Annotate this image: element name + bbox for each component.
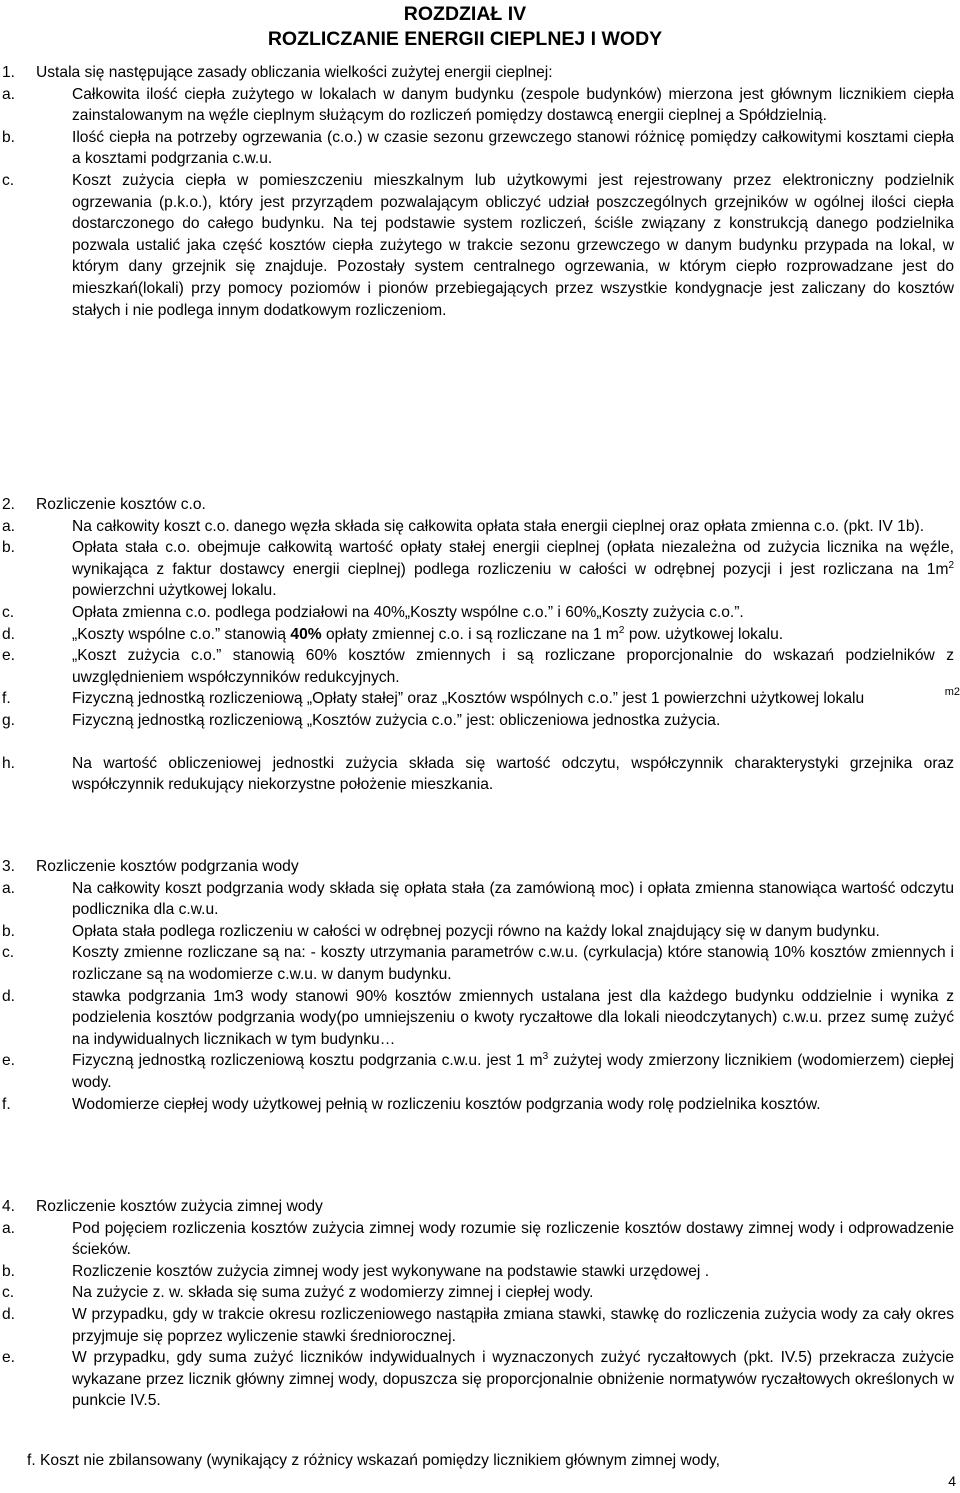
item-label: b.	[2, 922, 16, 940]
list-item	[0, 537, 960, 602]
chapter-title: ROZLICZANIE ENERGII CIEPLNEJ I WODY	[267, 28, 663, 50]
list-item	[0, 602, 960, 624]
section-3	[0, 856, 960, 1115]
item-text: Fizyczną jednostką rozliczeniową kosztu podgrzania c.w.u. jest 1 $m^3$ zużytej wody zmierzony licznikiem (wodomierzem) ciepłej wody.	[72, 1051, 954, 1091]
section-title: Rozliczenie kosztów c.o.	[36, 496, 206, 513]
list-item	[0, 516, 960, 538]
section-number: 4.	[2, 1198, 16, 1215]
item-label: b.	[2, 539, 16, 557]
list-item-truncated: f. Koszt nie zbilansowany (wynikający z różnicy wskazań pomiędzy licznikiem głównym zimnej wody,	[27, 1452, 721, 1469]
section-number: 3.	[2, 858, 16, 875]
item-label: a.	[2, 1219, 16, 1237]
item-text: Na całkowity koszt c.o. danego węzła składa się całkowita opłata stała energii cieplnej oraz opłata zmienna c.o. (pkt. IV 1b).	[72, 517, 925, 535]
section-1-heading	[0, 62, 960, 84]
list-item	[0, 1282, 960, 1304]
section-4	[0, 1196, 960, 1412]
item-text: Fizyczną jednostką rozliczeniową „Opłaty stałej” oraz „Kosztów wspólnych c.o.” jest 1 powierzchni użytkowej lokalu	[72, 690, 865, 708]
item-text: Wodomierze ciepłej wody użytkowej pełnią w rozliczeniu kosztów podgrzania wody rolę podzielnika kosztów.	[72, 1095, 821, 1113]
item-text: Pod pojęciem rozliczenia kosztów zużycia zimnej wody rozumie się rozliczenie kosztów dostawy zimnej wody i odprowadzenie ścieków.	[72, 1219, 954, 1259]
item-text: Rozliczenie kosztów zużycia zimnej wody jest wykonywane na podstawie stawki urzędowej .	[72, 1262, 710, 1280]
section-2-heading	[0, 494, 960, 516]
item-text: W przypadku, gdy suma zużyć liczników indywidualnych i wyznaczonych zużyć ryczałtowych (pkt. IV.5) przekracza zużycie wykazane przez licznik główny zimnej wody, dopuszcza się proporcjonalnie obniżenie normatywów ryczałtowych określonych w punkcie IV.5.	[72, 1349, 954, 1410]
list-item	[0, 710, 960, 732]
chapter-heading: ROZDZIAŁ IV	[403, 3, 527, 25]
item-label: b.	[2, 128, 16, 146]
section-4-heading	[0, 1196, 960, 1218]
item-label: c.	[2, 1284, 15, 1302]
item-label: e.	[2, 1052, 16, 1070]
list-item	[0, 1347, 960, 1412]
section-3-heading	[0, 856, 960, 878]
item-label: e.	[2, 1349, 16, 1367]
item-label: d.	[2, 1305, 16, 1323]
item-text: Opłata zmienna c.o. podlega podziałowi na 40%„Koszty wspólne c.o.” i 60%„Koszty zużycia c.o.”.	[72, 603, 744, 621]
list-item	[0, 753, 960, 796]
list-item	[0, 688, 960, 710]
item-text: Całkowita ilość ciepła zużytego w lokalach w danym budynku (zespole budynków) mierzona jest głównym licznikiem ciepła zainstalowanym na węźle cieplnym służącym do rozliczeń pomiędzy dostawcą energii cieplnej a Spółdzielnią.	[72, 85, 954, 125]
item-label: d.	[2, 987, 16, 1005]
item-label: c.	[2, 171, 15, 189]
item-label: a.	[2, 517, 16, 535]
list-item	[0, 1304, 960, 1347]
item-label: h.	[2, 754, 16, 772]
section-title: Rozliczenie kosztów podgrzania wody	[36, 858, 299, 875]
section-number: 2.	[2, 496, 16, 513]
item-label: f.	[2, 690, 11, 708]
item-text: Na całkowity koszt podgrzania wody składa się opłata stała (za zamówioną moc) i opłata zmienna stanowiąca wartość odczytu podlicznika dla c.w.u.	[72, 879, 954, 919]
list-item	[0, 921, 960, 943]
item-label: e.	[2, 647, 16, 665]
page-number: 4	[948, 1473, 956, 1489]
item-text: W przypadku, gdy w trakcie okresu rozliczeniowego nastąpiła zmiana stawki, stawkę do rozliczenia zużycia wody za cały okres przyjmuje się poprzez wyliczenie stawki średniorocznej.	[72, 1305, 954, 1345]
list-item	[0, 127, 960, 170]
list-item	[0, 1050, 960, 1093]
section-number: 1.	[2, 64, 16, 81]
item-label: b.	[2, 1262, 16, 1280]
item-text: „Koszty wspólne c.o.” stanowią 40% opłaty zmiennej c.o. i są rozliczane na 1 $m^2$ pow. użytkowej lokalu.	[72, 624, 784, 643]
list-item	[0, 1261, 960, 1283]
section-title: Ustala się następujące zasady obliczania wielkości zużytej energii cieplnej:	[36, 64, 553, 81]
item-text: Koszt zużycia ciepła w pomieszczeniu mieszkalnym lub użytkowymi jest rejestrowany przez elektroniczny podzielnik ogrzewania (p.k.o.), który jest przyrządem pozwalającym obliczyć udział poszczególnych grzejników w ogólnej ilości ciepła dostarczonego do całego budynku. Na tej podstawie system rozliczeń, ściśle związany z konstrukcją danego podzielnika pozwala ustalić jaka część kosztów ciepła zużytego w trakcie sezonu grzewczego w danym budynku przypada na lokal, w którym dany grzejnik się znajduje. Pozostały system centralnego ogrzewania, w którym ciepło rozprowadzane jest do mieszkań(lokali) przy pomocy poziomów i pionów przebiegających przez wszystkie kondygnacje jest zaliczany do kosztów stałych i nie podlega innym dodatkowym rozliczeniom.	[72, 171, 954, 319]
list-item	[0, 170, 960, 321]
item-label: c.	[2, 603, 15, 621]
list-item	[0, 878, 960, 921]
list-item	[0, 84, 960, 127]
item-text: Ilość ciepła na potrzeby ogrzewania (c.o.) w czasie sezonu grzewczego stanowi różnicę pomiędzy całkowitymi kosztami ciepła a kosztami podgrzania c.w.u.	[72, 128, 954, 168]
item-label: g.	[2, 711, 16, 729]
item-label: f.	[2, 1095, 11, 1113]
item-text: Na zużycie z. w. składa się suma zużyć z wodomierzy zimnej i ciepłej wody.	[72, 1284, 594, 1302]
item-text: „Koszt zużycia c.o.” stanowią 60% kosztów zmiennych i są rozliczane proporcjonalnie do wskazań podzielników z uwzględnieniem współczynników redukcyjnych.	[72, 647, 954, 686]
item-label: a.	[2, 85, 16, 103]
item-text: Fizyczną jednostką rozliczeniową „Kosztów zużycia c.o.” jest: obliczeniowa jednostka zużycia.	[72, 711, 721, 729]
section-1	[0, 62, 960, 321]
item-text: Opłata stała c.o. obejmuje całkowitą wartość opłaty stałej energii cieplnej (opłata niezależna od zużycia licznika na węźle, wynikająca z faktur dostawcy energii cieplnej) podlega rozliczeniu w całości w odrębnej pozycji i jest rozliczana na $1m^2$ powierzchni użytkowej lokalu.	[72, 539, 954, 600]
section-title: Rozliczenie kosztów zużycia zimnej wody	[36, 1198, 323, 1215]
list-item	[0, 986, 960, 1051]
list-item	[0, 942, 960, 985]
unit-label: m2	[944, 686, 960, 699]
item-label: a.	[2, 879, 16, 897]
list-item	[0, 645, 960, 688]
section-2	[0, 494, 960, 796]
item-label: d.	[2, 625, 16, 643]
item-label: c.	[2, 944, 15, 962]
item-text: stawka podgrzania 1m3 wody stanowi 90% kosztów zmiennych ustalana jest dla każdego budynku oddzielnie i wynika z podzielenia kosztów podgrzania wody(po umniejszeniu o kwoty ryczałtowe dla lokali nieodczytanych) c.w.u. przez sumę zużyć na indywidualnych licznikach w tym budynku…	[72, 987, 954, 1048]
list-item	[0, 1218, 960, 1261]
item-text: Na wartość obliczeniowej jednostki zużycia składa się wartość odczytu, współczynnik charakterystyki grzejnika oraz współczynnik redukujący niekorzystne położenie mieszkania.	[72, 754, 954, 794]
item-text: Koszty zmienne rozliczane są na: - koszty utrzymania parametrów c.w.u. (cyrkulacja) które stanowią 10% kosztów zmiennych i rozliczane są na wodomierze c.w.u. w danym budynku.	[72, 944, 954, 983]
list-item	[0, 624, 960, 646]
list-item	[0, 1094, 960, 1116]
item-text: Opłata stała podlega rozliczeniu w całości w odrębnej pozycji równo na każdy lokal znajdujący się w danym budynku.	[72, 922, 880, 940]
